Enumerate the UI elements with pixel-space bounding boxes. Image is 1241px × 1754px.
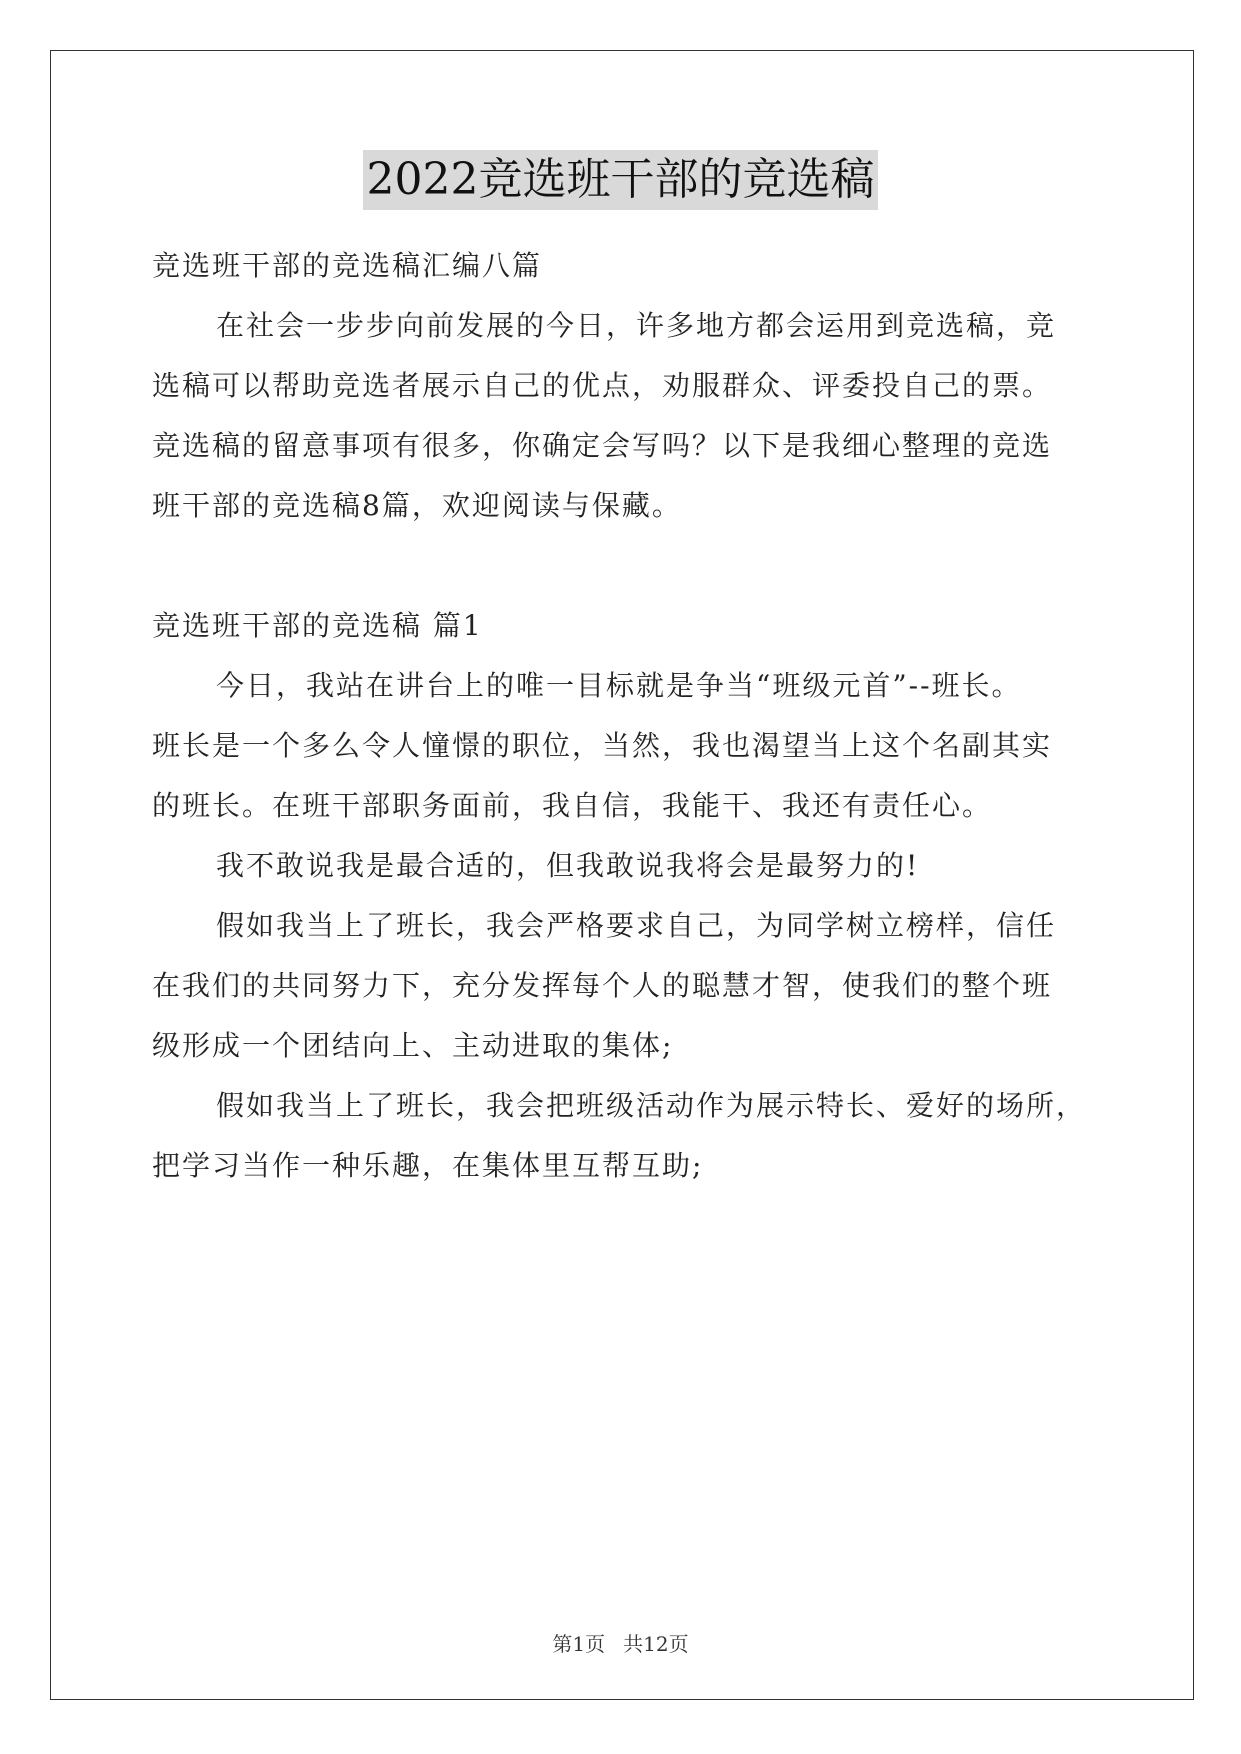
section-line: 班长是一个多么令人憧憬的职位，当然，我也渴望当上这个名副其实 <box>152 729 1053 762</box>
section-line: 假如我当上了班长，我会严格要求自己，为同学树立榜样，信任 <box>216 909 1057 942</box>
page-number: 第1页 <box>552 1632 606 1656</box>
title-container <box>0 150 1241 210</box>
document-subtitle: 竞选班干部的竞选稿汇编八篇 <box>152 249 543 282</box>
page-total: 共12页 <box>623 1632 689 1656</box>
section-line: 的班长。在班干部职务面前，我自信，我能干、我还有责任心。 <box>152 789 993 822</box>
page-footer <box>0 1628 1241 1657</box>
section-line: 我不敢说我是最合适的，但我敢说我将会是最努力的! <box>216 849 920 882</box>
document-body <box>152 236 1092 1196</box>
section-line: 在我们的共同努力下，充分发挥每个人的聪慧才智，使我们的整个班 <box>152 969 1053 1002</box>
intro-line: 选稿可以帮助竞选者展示自己的优点，劝服群众、评委投自己的票。 <box>152 369 1053 402</box>
section-heading: 竞选班干部的竞选稿 篇1 <box>152 609 483 642</box>
section-line: 把学习当作一种乐趣，在集体里互帮互助; <box>152 1149 704 1182</box>
section-line: 今日，我站在讲台上的唯一目标就是争当“班级元首”--班长。 <box>216 669 1022 702</box>
section-line: 级形成一个团结向上、主动进取的集体; <box>152 1029 674 1062</box>
intro-line: 班干部的竞选稿8篇，欢迎阅读与保藏。 <box>152 489 682 522</box>
section-line: 假如我当上了班长，我会把班级活动作为展示特长、爱好的场所， <box>216 1089 1087 1122</box>
intro-line: 竞选稿的留意事项有很多，你确定会写吗？以下是我细心整理的竞选 <box>152 429 1053 462</box>
intro-line: 在社会一步步向前发展的今日，许多地方都会运用到竞选稿，竞 <box>216 309 1057 342</box>
document-title: 2022竞选班干部的竞选稿 <box>363 150 879 210</box>
